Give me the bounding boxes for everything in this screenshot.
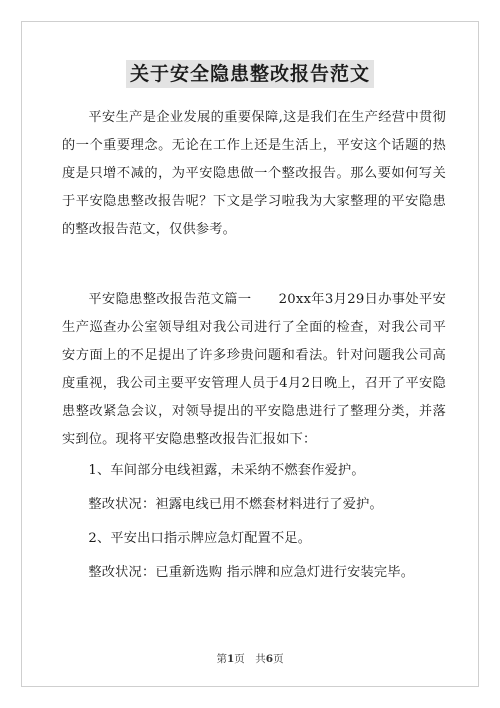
document-body — [62, 104, 446, 590]
title-wrap — [0, 60, 500, 88]
list-item: 整改状况：已重新选购 指示牌和应急灯进行安装完毕。 — [88, 565, 415, 580]
list-item: 整改状况：袒露电线已用不燃套材料进行了爱护。 — [88, 497, 383, 512]
footer-middle: 页 共 — [234, 653, 266, 665]
section-paragraph: 平安隐患整改报告范文篇一 20xx年3月29日办事处平安生产巡查办公室领导组对我公司进行了全面的检查，对我公司平安方面上的不足提出了许多珍贵问题和看法。针对问题我公司高度重视，我公司主要平安管理人员于4月2日晚上，召开了平安隐患整改紧急会议，对领导提出的平安隐患进行了整理分类，并落实到位。现将平安隐患整改报告汇报如下： — [62, 292, 446, 447]
list-item: 1、车间部分电线袒露，未采纳不燃套作爱护。 — [88, 463, 365, 478]
page-footer — [0, 651, 500, 666]
document-title: 关于安全隐患整改报告范文 — [126, 60, 374, 88]
footer-total-pages: 6 — [265, 653, 274, 665]
intro-paragraph: 平安生产是企业发展的重要保障,这是我们在生产经营中贯彻的一个重要理念。无论在工作上还是生活上，平安这个话题的热度是只增不减的，为平安隐患做一个整改报告。那么要如何写关于平安隐患整改报告呢？下文是学习啦我为大家整理的平安隐患的整改报告范文，仅供参考。 — [62, 110, 446, 237]
list-item: 2、平安出口指示牌应急灯配置不足。 — [88, 531, 312, 546]
footer-suffix: 页 — [273, 653, 284, 665]
footer-prefix: 第 — [216, 653, 227, 665]
footer-page-number: 1 — [226, 653, 235, 665]
